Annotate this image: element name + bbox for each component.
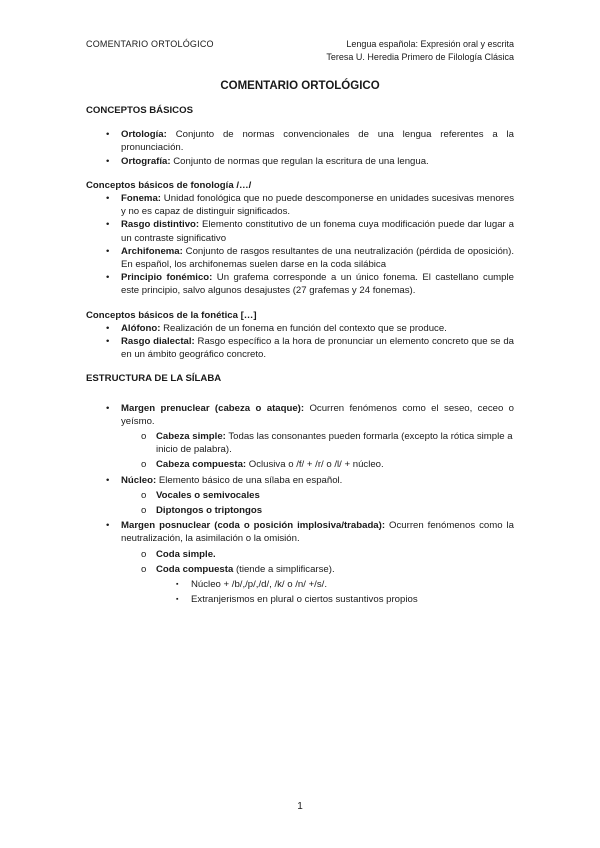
sub-list-item <box>86 430 514 456</box>
bullet-icon: • <box>106 129 110 141</box>
sub-list-item <box>86 548 514 561</box>
definition: Rasgo específico a la hora de pronunciar un elemento concreto que se da en un ámbito geográfico concreto. <box>121 336 514 361</box>
list-item <box>86 192 514 218</box>
definition: Todas las consonantes pueden formarla (excepto la rótica simple a inicio de palabra). <box>156 431 513 456</box>
running-header-right <box>326 38 514 64</box>
list-item <box>86 218 514 244</box>
bullet-icon: • <box>106 322 110 334</box>
list-item <box>86 128 514 154</box>
definition: Elemento constitutivo de un fonema cuya modificación puede dar lugar a un contraste significativo <box>121 219 514 244</box>
definition: Conjunto de normas que regulan la escritura de una lengua. <box>170 155 429 167</box>
list-estructura-silaba <box>86 402 514 607</box>
term: Fonema: <box>121 193 161 205</box>
definition: Conjunto de rasgos resultantes de una neutralización (pérdida de oposición). En español, los archifonemas suelen darse en la coda silábica <box>121 245 514 271</box>
header-author: Teresa U. Heredia Primero de Filología Clásica <box>326 52 514 62</box>
sub-list-item <box>86 504 514 517</box>
term: Coda compuesta <box>156 563 234 575</box>
bullet-icon: • <box>106 272 110 284</box>
sub-sub-list-item <box>86 578 514 591</box>
term: Rasgo dialectal: <box>121 336 195 348</box>
definition: Conjunto de normas convencionales de una lengua referentes a la pronunciación. <box>121 129 514 154</box>
term: Cabeza simple: <box>156 431 226 443</box>
term: Ortografía: <box>121 155 171 167</box>
term: Margen prenuclear (cabeza o ataque): <box>121 402 305 414</box>
sub-list-item <box>86 563 514 576</box>
bullet-icon: • <box>106 336 110 348</box>
circle-bullet-icon: o <box>141 489 147 501</box>
section-heading-fonologia: Conceptos básicos de fonología /…/ <box>86 179 252 191</box>
definition: Un grafema corresponde a un único fonema. El castellano cumple este principio, salvo algunos desajustes (27 grafemas y 24 fonemas). <box>121 272 514 297</box>
term: Alófono: <box>121 322 161 334</box>
sub-list-item <box>86 458 514 471</box>
term: Archifonema: <box>121 245 183 257</box>
term: Principio fonémico: <box>121 272 213 284</box>
sub-sub-list-item <box>86 593 514 606</box>
square-bullet-icon: ▪ <box>176 581 179 589</box>
term: Rasgo distintivo: <box>121 219 200 231</box>
definition: Oclusiva o /f/ + /r/ o /l/ + núcleo. <box>246 459 384 471</box>
definition: (tiende a simplificarse). <box>233 563 335 575</box>
list-item <box>86 245 514 271</box>
definition: Realización de un fonema en función del contexto que se produce. <box>160 322 447 334</box>
section-heading-conceptos-basicos: CONCEPTOS BÁSICOS <box>86 105 193 116</box>
definition: Unidad fonológica que no puede descomponerse en unidades sucesivas menores y no es capaz de distinguir significados. <box>121 193 514 218</box>
definition: Ocurren fenómenos como la neutralización, la asimilación o la omisión. <box>121 520 515 545</box>
bullet-icon: • <box>106 155 110 167</box>
document-body <box>86 104 514 607</box>
list-item <box>86 474 514 487</box>
list-fonetica <box>86 322 514 362</box>
term: Núcleo: <box>121 474 157 486</box>
circle-bullet-icon: o <box>141 548 147 560</box>
list-fonologia <box>86 192 514 298</box>
circle-bullet-icon: o <box>141 505 147 517</box>
bullet-icon: • <box>106 520 110 532</box>
circle-bullet-icon: o <box>141 563 147 575</box>
bullet-icon: • <box>106 474 110 486</box>
section-heading-fonetica: Conceptos básicos de la fonética […] <box>86 309 257 321</box>
term: Margen posnuclear (coda o posición implosiva/trabada): <box>121 520 386 532</box>
circle-bullet-icon: o <box>141 459 147 471</box>
item-text: Extranjerismos en plural o ciertos sustantivos propios <box>191 594 418 606</box>
item-text: Núcleo + /b/,/p/,/d/, /k/ o /n/ +/s/. <box>191 579 327 591</box>
bullet-icon: • <box>106 402 110 414</box>
list-conceptos-basicos <box>86 128 514 168</box>
page-number: 1 <box>297 801 303 812</box>
definition: Ocurren fenómenos como el seseo, ceceo o yeísmo. <box>121 402 514 427</box>
list-item <box>86 402 514 428</box>
bullet-icon: • <box>106 219 110 231</box>
document-title: COMENTARIO ORTOLÓGICO <box>220 80 380 92</box>
square-bullet-icon: ▪ <box>176 596 179 604</box>
term: Ortología: <box>121 129 167 141</box>
circle-bullet-icon: o <box>141 431 147 443</box>
term: Diptongos o triptongos <box>156 505 263 517</box>
term: Vocales o semivocales <box>156 489 260 501</box>
running-header-left: COMENTARIO ORTOLÓGICO <box>86 39 214 49</box>
list-item <box>86 519 514 545</box>
list-item <box>86 155 514 168</box>
term: Coda simple. <box>156 548 216 560</box>
bullet-icon: • <box>106 245 110 257</box>
term: Cabeza compuesta: <box>156 459 247 471</box>
list-item <box>86 335 514 361</box>
sub-list-item <box>86 489 514 502</box>
definition: Elemento básico de una sílaba en español. <box>156 474 343 486</box>
section-heading-estructura-silaba: ESTRUCTURA DE LA SÍLABA <box>86 373 222 385</box>
list-item <box>86 271 514 297</box>
header-course: Lengua española: Expresión oral y escrita <box>346 39 514 49</box>
bullet-icon: • <box>106 193 110 205</box>
list-item <box>86 322 514 335</box>
